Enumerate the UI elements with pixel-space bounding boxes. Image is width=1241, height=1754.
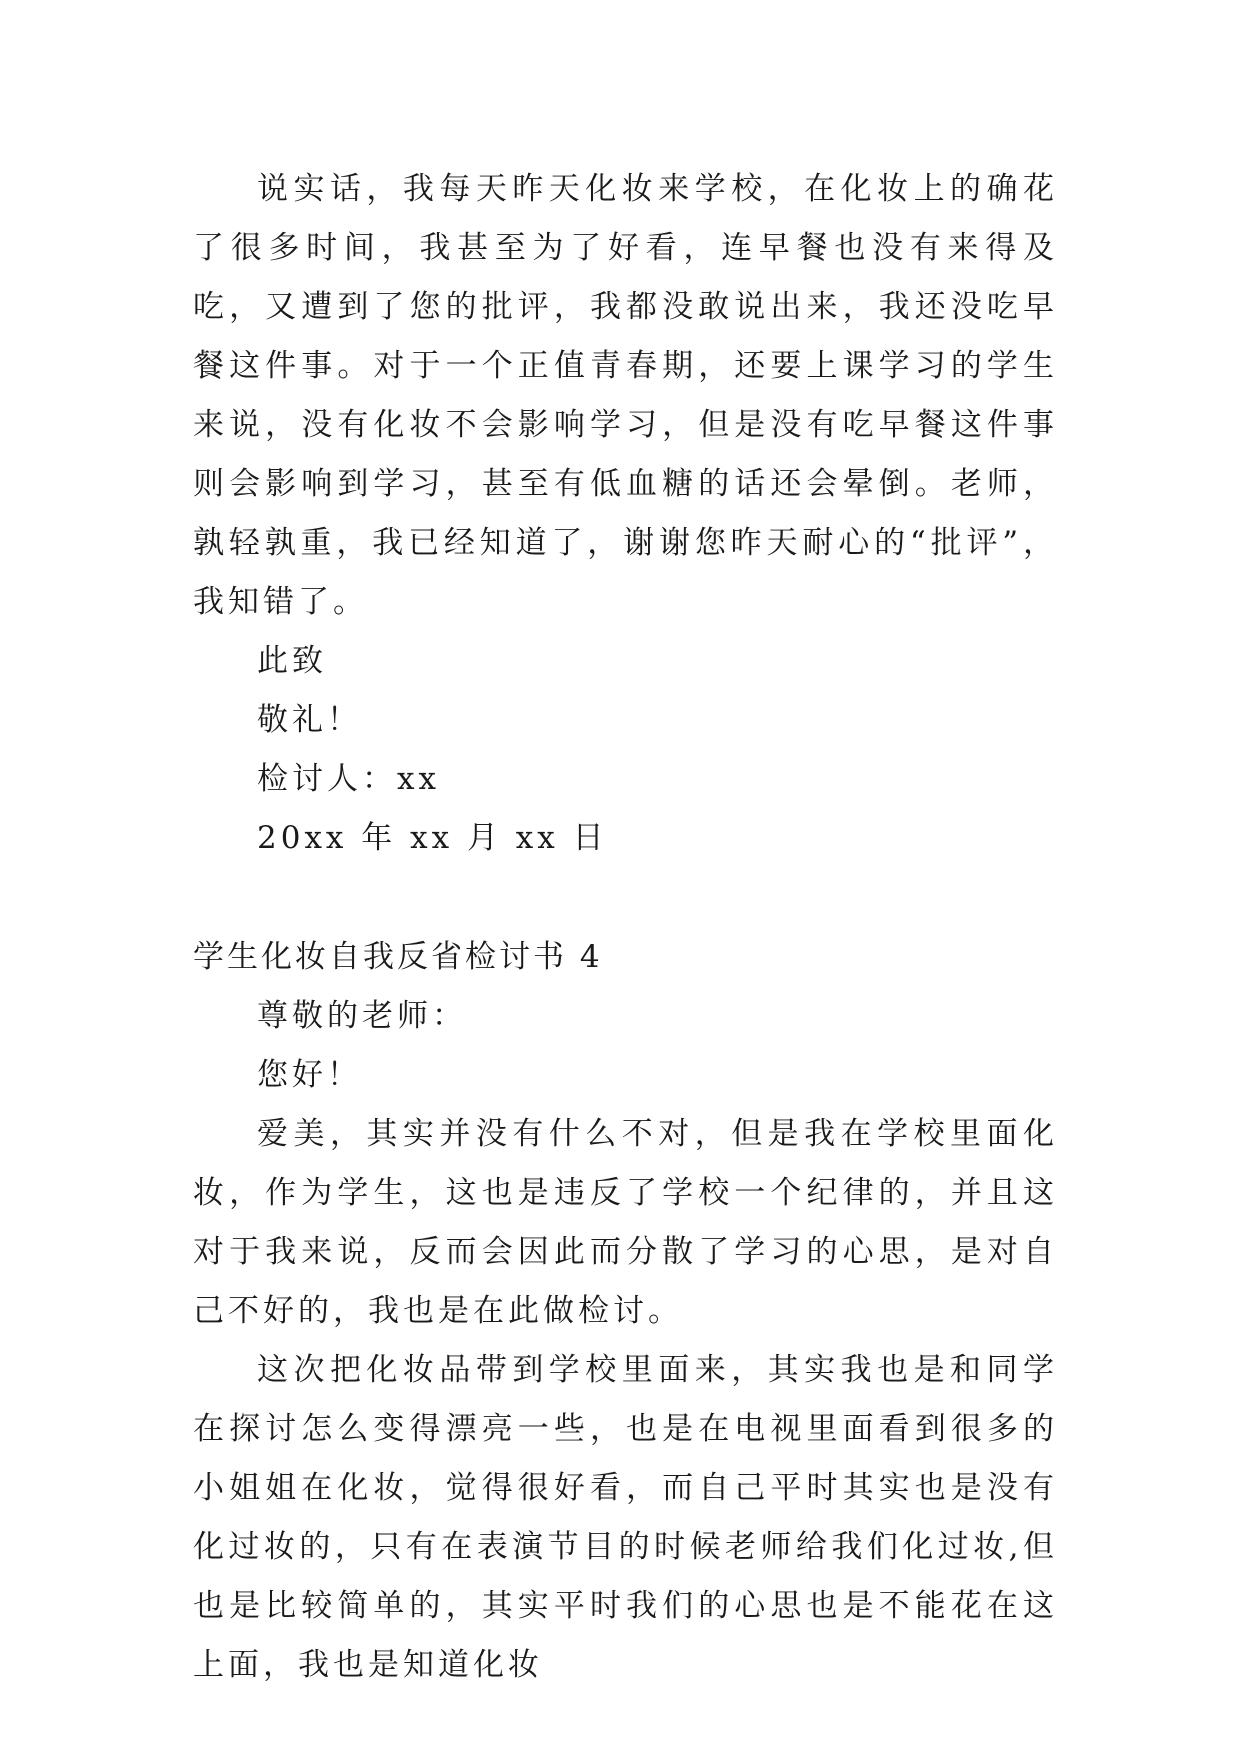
section-title: 学生化妆自我反省检讨书 4	[193, 939, 603, 975]
salutation-line: 尊敬的老师：	[257, 998, 467, 1034]
paragraph-beauty: 爱美，其实并没有什么不对，但是我在学校里面化妆，作为学生，这也是违反了学校一个纪律的，并且这对于我来说，反而会因此而分散了学习的心思，是对自己不好的，我也是在此做检讨。	[193, 1116, 1058, 1329]
date-line: 20xx 年 xx 月 xx 日	[257, 820, 608, 856]
document-page	[193, 160, 1058, 1695]
closing-line-1: 此致	[257, 643, 327, 679]
section-gap	[193, 868, 1058, 928]
closing-line-2: 敬礼！	[257, 702, 362, 738]
signer-line: 检讨人：xx	[257, 761, 440, 797]
paragraph-confession: 说实话，我每天昨天化妆来学校，在化妆上的确花了很多时间，我甚至为了好看，连早餐也没有来得及吃，又遭到了您的批评，我都没敢说出来，我还没吃早餐这件事。对于一个正值青春期，还要上课学习的学生来说，没有化妆不会影响学习，但是没有吃早餐这件事则会影响到学习，甚至有低血糖的话还会晕倒。老师，孰轻孰重，我已经知道了，谢谢您昨天耐心的“批评”，我知错了。	[193, 171, 1058, 620]
paragraph-cosmetics: 这次把化妆品带到学校里面来，其实我也是和同学在探讨怎么变得漂亮一些，也是在电视里面看到很多的小姐姐在化妆，觉得很好看，而自己平时其实也是没有化过妆的，只有在表演节目的时候老师给我们化过妆,但也是比较简单的，其实平时我们的心思也是不能花在这上面，我也是知道化妆	[193, 1352, 1058, 1683]
greeting-line: 您好！	[257, 1057, 362, 1093]
